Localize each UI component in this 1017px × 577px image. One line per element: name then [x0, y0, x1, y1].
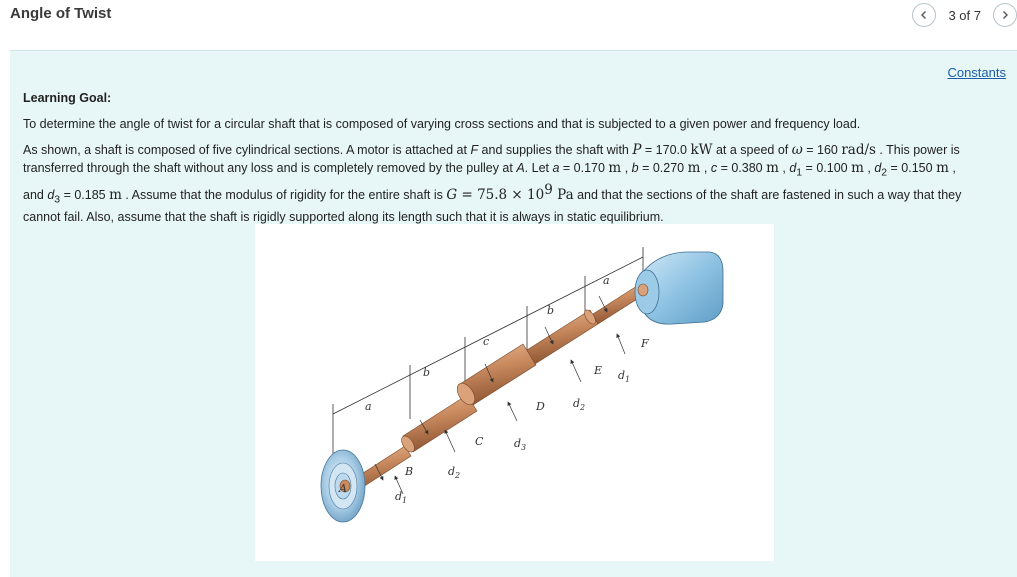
label-E: E [594, 364, 603, 377]
prev-button[interactable] [912, 3, 936, 27]
label-F: F [641, 337, 649, 350]
problem-line-3: and $d_3 = 0.185$ m . Assume that the modulus of rigidity for the entire shaft is $G = 75.8 \times 10^9$ Pa and that the sections of the shaft are fastened in such a way that they [23, 181, 962, 206]
label-d2-left: $d_2$ [448, 465, 461, 480]
problem-panel [10, 50, 1017, 577]
problem-line-4: cannot fail. Also, assume that the shaft is rigidly supported along its length such that it is always in static equilibrium. [23, 209, 664, 224]
label-b-left: b [423, 366, 431, 379]
motor [635, 252, 723, 324]
dimension-lines [333, 247, 643, 454]
next-button[interactable] [993, 3, 1017, 27]
constants-link[interactable]: Constants [947, 65, 1006, 80]
learning-goal-text: To determine the angle of twist for a circular shaft that is composed of varying cross sections and that is subjected to a given power and frequency load. [23, 117, 861, 131]
label-d2-right: $d_2$ [573, 397, 586, 412]
label-b-right: b [547, 304, 555, 317]
label-d3: $d_3$ [514, 437, 527, 452]
learning-goal-heading: Learning Goal: [23, 91, 112, 105]
label-A: A [339, 482, 347, 495]
problem-line-2: transferred through the shaft without any loss and is completely removed by the pulley at A. Let a = 0.170 m , b = 0.270 m , c = 0.380 m , $d_1 = 0.100$ m , $d_2 = 0.150$ m , [23, 159, 956, 178]
page-indicator: 3 of 7 [948, 7, 981, 23]
label-c: c [483, 335, 490, 348]
label-a-right: a [603, 274, 610, 287]
label-d1-right: $d_1$ [618, 369, 631, 384]
problem-statement [23, 142, 1008, 226]
chevron-left-icon [919, 10, 929, 20]
shaft-diagram [255, 224, 774, 561]
header-bar [0, 0, 1017, 50]
pagination [912, 2, 1017, 28]
shaft-figure [255, 224, 774, 561]
label-a-left: a [365, 400, 372, 413]
label-B: B [405, 465, 414, 478]
label-d1-left: $d_1$ [395, 490, 408, 505]
problem-line-1: As shown, a shaft is composed of five cylindrical sections. A motor is attached at F and supplies the shaft with P = 170.0 kW at a speed of ω = 160 rad/s . This power is [23, 142, 960, 158]
shaft [343, 284, 645, 496]
chevron-right-icon [1000, 10, 1010, 20]
label-D: D [536, 400, 545, 413]
page-title: Angle of Twist [10, 5, 112, 22]
label-C: C [475, 435, 484, 448]
